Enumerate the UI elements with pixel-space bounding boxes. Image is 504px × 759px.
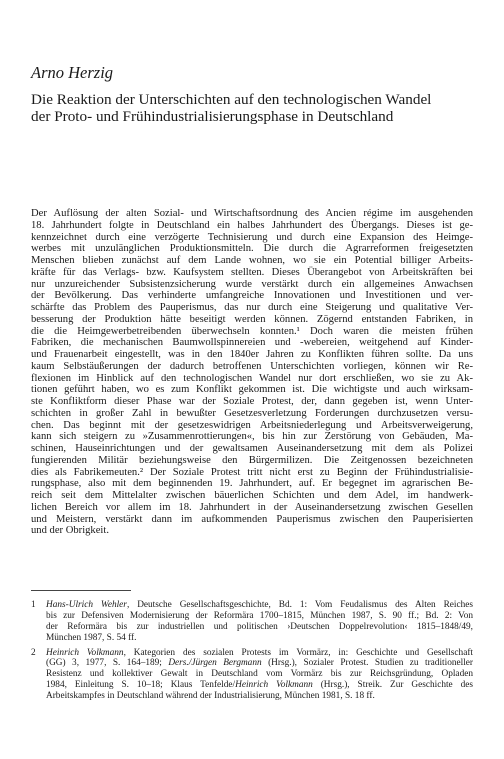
footnote-text (46, 600, 473, 644)
footnote-divider (31, 590, 131, 591)
page (31, 0, 473, 759)
article-title (31, 91, 481, 125)
body-line: reich seit dem Mittelalter zwischen bäuerlichen Schichten und dem Adel, im handwerk- (31, 490, 473, 501)
footnote-number: 1 (31, 600, 36, 610)
footnote-line: München 1987, S. 54 ff. (46, 632, 137, 643)
body-line: und Frauenarbeit eingestellt, was in den 1840er Jahren zu Konflikten führen sollte. Da uns (31, 349, 473, 360)
body-line: kann sich steigern zu »Zusammenrottierungen«, bis hin zur Zerstörung von Gebäuden, Ma- (31, 431, 473, 443)
body-line: kaum Selbstäußerungen der dadurch betroffenen Unterschichten vorliegen, können wir Re- (31, 360, 473, 372)
body-line: 18. Jahrhundert folgte in Deutschland ein halbes Jahrhundert des Übergangs. Dieses ist ge- (31, 219, 473, 231)
footnote-line: 1984, Einleitung S. 10–18; Klaus Tenfelde/Heinrich Volkmann (Hrsg.), Streik. Zur Geschichte des (46, 680, 473, 691)
body-line: Menschen blieben zunächst auf dem Lande wohnen, wo sie ein Potential billiger Arbeits- (31, 255, 473, 266)
footnote-line: (GG) 3, 1977, S. 164–189; Ders./Jürgen Bergmann (Hrsg.), Sozialer Protest. Studien zu traditioneller (46, 658, 474, 669)
body-line: besserung der Produktion hätte beseitigt werden können. Zögernd entstanden Fabriken, in (31, 313, 473, 325)
body-line: nur unzureichender Subsistenzsicherung wurde verstärkt durch ein allgemeines Anwachsen (31, 278, 473, 290)
body-line: die die Heimgewerbetreibenden überwechseln konnten.¹ Doch waren die meisten frühen (31, 325, 473, 337)
body-line: kennzeichnet durch eine verzögerte Technisierung und durch eine Expansion des Heimge- (31, 231, 473, 243)
article-title-line: der Proto- und Frühindustrialisierungsphase in Deutschland (31, 108, 394, 125)
footnote (31, 600, 473, 644)
body-line: kräfte für das Verlags- bzw. Kaufsystem stellten. Dieses Überangebot von Arbeitskräften bei (31, 266, 473, 278)
body-line: der Bevölkerung. Das verhinderte umfangreiche Innovationen und Investitionen und ver- (31, 290, 473, 302)
body-line: Fabriken, die mechanischen Baumwollspinnereien und -webereien, weitgehend auf Kinder- (31, 337, 473, 349)
body-line: lichen Bereich vor allem im 18. Jahrhundert in der Auseinandersetzung zwischen Gesellen (31, 501, 473, 513)
body-line: Der Auflösung der alten Sozial- und Wirtschaftsordnung des Ancien régime im ausgehenden (31, 208, 473, 219)
footnote-line: Resistenz und kollektiver Gewalt in Deutschland vom Vormärz bis zur Reichsgründung, Opladen (46, 669, 473, 680)
body-line: chen. Das beginnt mit der gesetzeswidrigen Arbeitsniederlegung und Arbeitsverweigerung, (31, 419, 473, 431)
author-name: Arno Herzig (31, 63, 114, 82)
body-line: und der Obrigkeit. (31, 525, 109, 537)
body-line: rungsphase, also mit dem beginnenden 19. Jahrhundert, auf. Er begegnet im agrarischen Be- (31, 478, 473, 490)
footnote-number: 2 (31, 647, 36, 658)
footnote-line: Arbeitskampfes in Deutschland während der Industrialisierung, München 1981, S. 18 ff. (46, 691, 375, 702)
footnote-line: Heinrich Volkmann, Kategorien des sozialen Protests im Vormärz, in: Geschichte und Gesellschaft (46, 647, 474, 658)
body-line: ste Konfliktform dieser Phase war der Soziale Protest, der, dann gegeben ist, wenn Unter- (31, 396, 473, 407)
body-line: fungierenden Militär beziehungsweise den Bürgermilizen. Die Zeitgenossen bezeichneten (31, 454, 473, 466)
body-line: dies als Fabrikemeuten.² Der Soziale Protest tritt nicht erst zu Beginn der Frühindustrialisie- (31, 466, 473, 478)
body-line: tionen geführt haben, wo es zum Konflikt gekommen ist. Die wichtigste und auch wirksam- (31, 384, 473, 396)
footnote-line: Hans-Ulrich Wehler, Deutsche Gesellschaftsgeschichte, Bd. 1: Vom Feudalismus des Alten Reiches (46, 600, 473, 610)
article-title-line: Die Reaktion der Unterschichten auf den technologischen Wandel (31, 91, 432, 108)
body-line: schärfte das Problem des Pauperismus, das nur durch eine Steigerung und qualitative Ver- (31, 302, 473, 313)
footnotes (31, 600, 473, 706)
body-line: schichten in großer Zahl in bewußter Gesetzesverletzung Forderungen durchzusetzen versu- (31, 407, 473, 419)
body-line: flexionen im Hinblick auf den technologischen Wandel nur dort erschließen, wo sie zu Ak- (31, 372, 473, 384)
body-line: schinen, Hauseinrichtungen und der gewaltsamen Auseinandersetzung mit dem als Polizei (31, 443, 473, 454)
body-paragraph (31, 208, 473, 537)
body-line: und Meistern, verstärkt dann im aufkommenden Pauperismus zwischen den Pauperisierten (31, 513, 473, 525)
footnote-line: bis zur Defensiven Modernisierung der Reformära 1700–1815, München 1987, S. 90 ff.; Bd. 2: Von (46, 610, 473, 621)
body-line: werbes mit unzulänglichen Produktionsmitteln. Die durch die Agrarreformen freigesetzten (31, 243, 473, 255)
footnote-line: der Reformära bis zur industriellen und politischen ›Deutschen Doppelrevolution‹ 1815–1848/49, (46, 621, 473, 632)
footnote (31, 648, 473, 702)
footnote-text (46, 648, 473, 702)
